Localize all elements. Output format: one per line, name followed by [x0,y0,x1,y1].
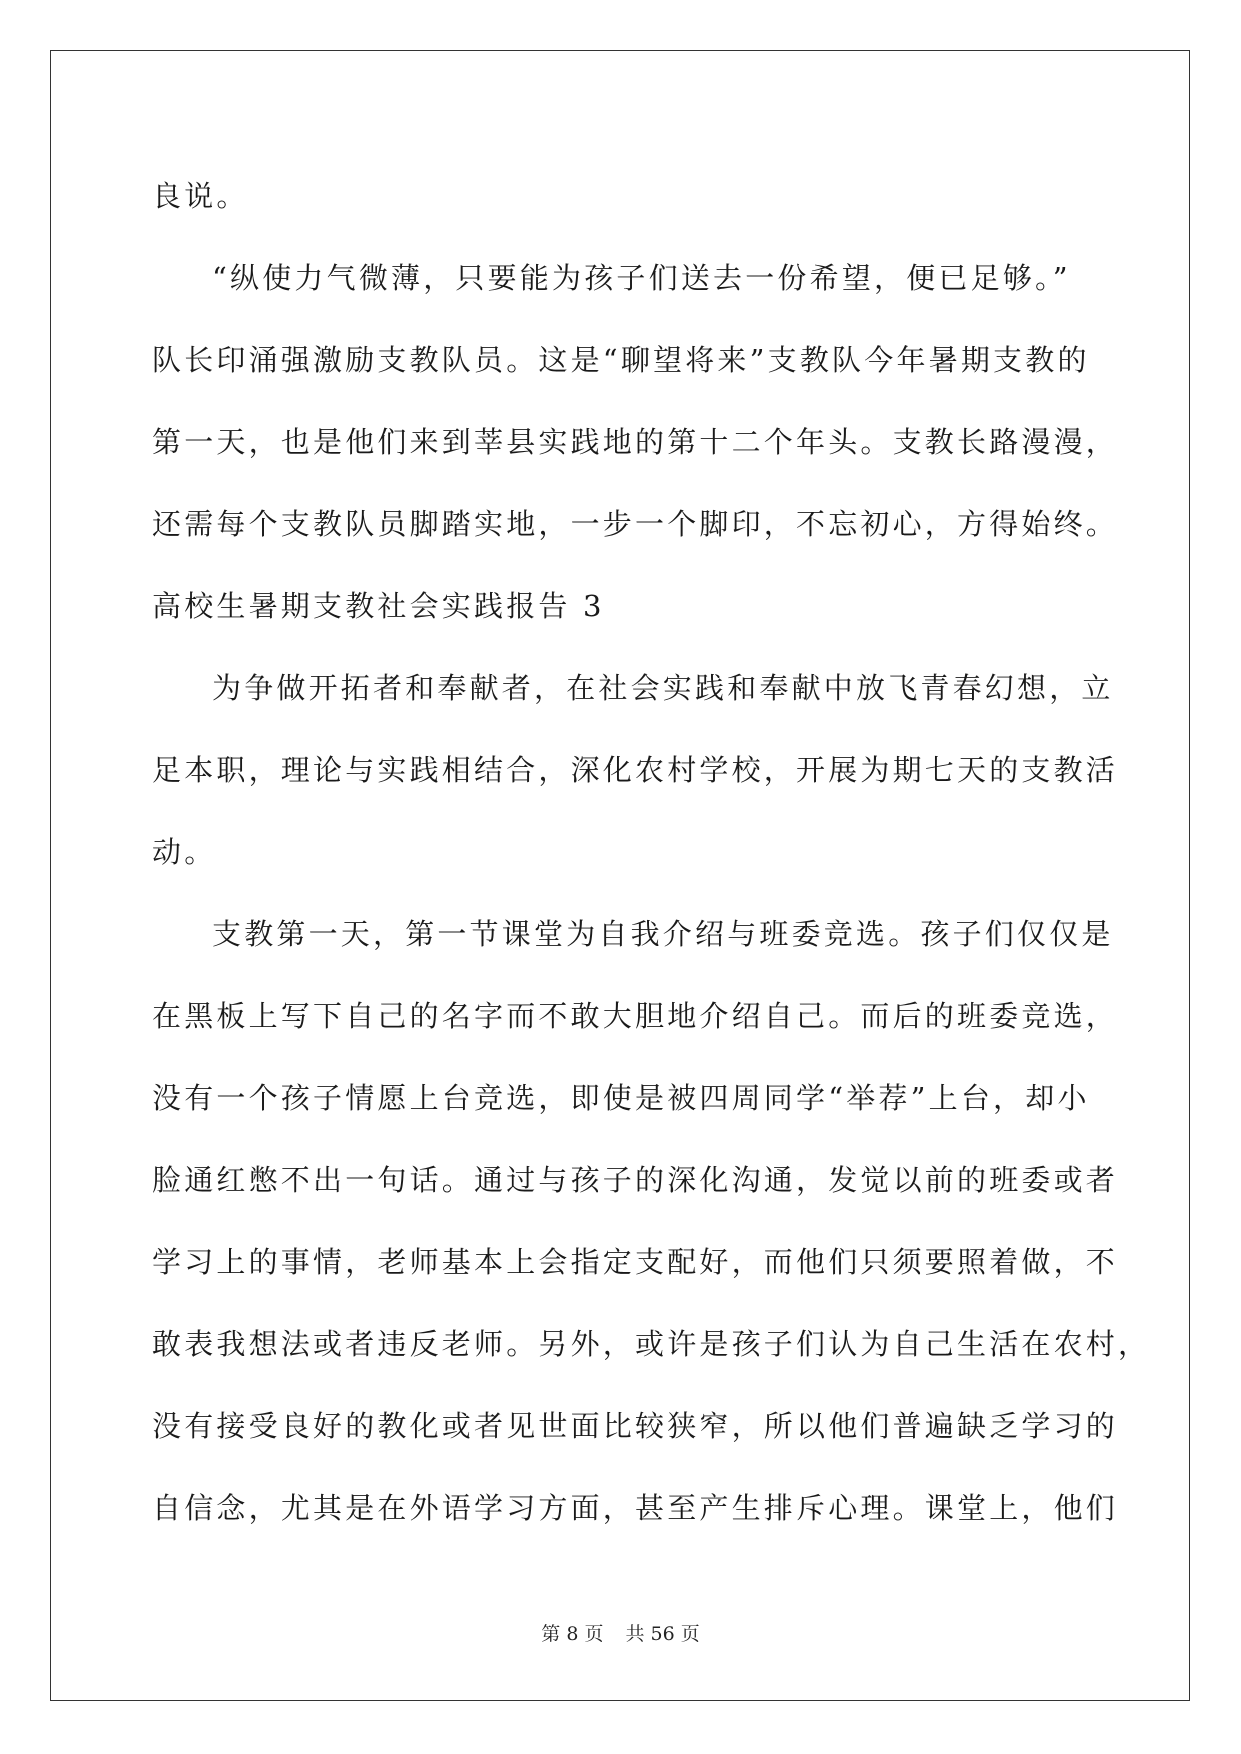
text-line: 队长印涌强激励支教队员。这是“聊望将来”支教队今年暑期支教的 [152,343,1090,377]
text-line: “纵使力气微薄，只要能为孩子们送去一份希望，便已足够。” [212,261,1071,295]
text-line: 学习上的事情，老师基本上会指定支配好，而他们只须要照着做，不 [152,1245,1119,1279]
page-number: 第 8 页 [541,1623,604,1645]
text-line: 没有接受良好的教化或者见世面比较狭窄，所以他们普遍缺乏学习的 [152,1409,1119,1443]
text-line: 良说。 [152,179,249,213]
text-line: 自信念，尤其是在外语学习方面，甚至产生排斥心理。课堂上，他们 [152,1491,1119,1525]
text-line: 支教第一天，第一节课堂为自我介绍与班委竞选。孩子们仅仅是 [212,917,1114,951]
text-line: 脸通红憋不出一句话。通过与孩子的深化沟通，发觉以前的班委或者 [152,1163,1119,1197]
text-line: 还需每个支教队员脚踏实地，一步一个脚印，不忘初心，方得始终。 [152,507,1119,541]
text-line: 敢表我想法或者违反老师。另外，或许是孩子们认为自己生活在农村， [152,1327,1151,1361]
section-heading: 高校生暑期支教社会实践报告 3 [152,589,605,623]
text-line: 没有一个孩子情愿上台竞选，即使是被四周同学“举荐”上台，却小 [152,1081,1090,1115]
text-line: 动。 [152,835,217,869]
text-line: 第一天，也是他们来到莘县实践地的第十二个年头。支教长路漫漫， [152,425,1119,459]
text-line: 为争做开拓者和奉献者，在社会实践和奉献中放飞青春幻想，立 [212,671,1114,705]
text-line: 足本职，理论与实践相结合，深化农村学校，开展为期七天的支教活 [152,753,1119,787]
text-line: 在黑板上写下自己的名字而不敢大胆地介绍自己。而后的班委竞选， [152,999,1119,1033]
page-total: 共 56 页 [625,1623,700,1645]
document-body [152,155,1151,1549]
page-footer [0,1619,1241,1646]
